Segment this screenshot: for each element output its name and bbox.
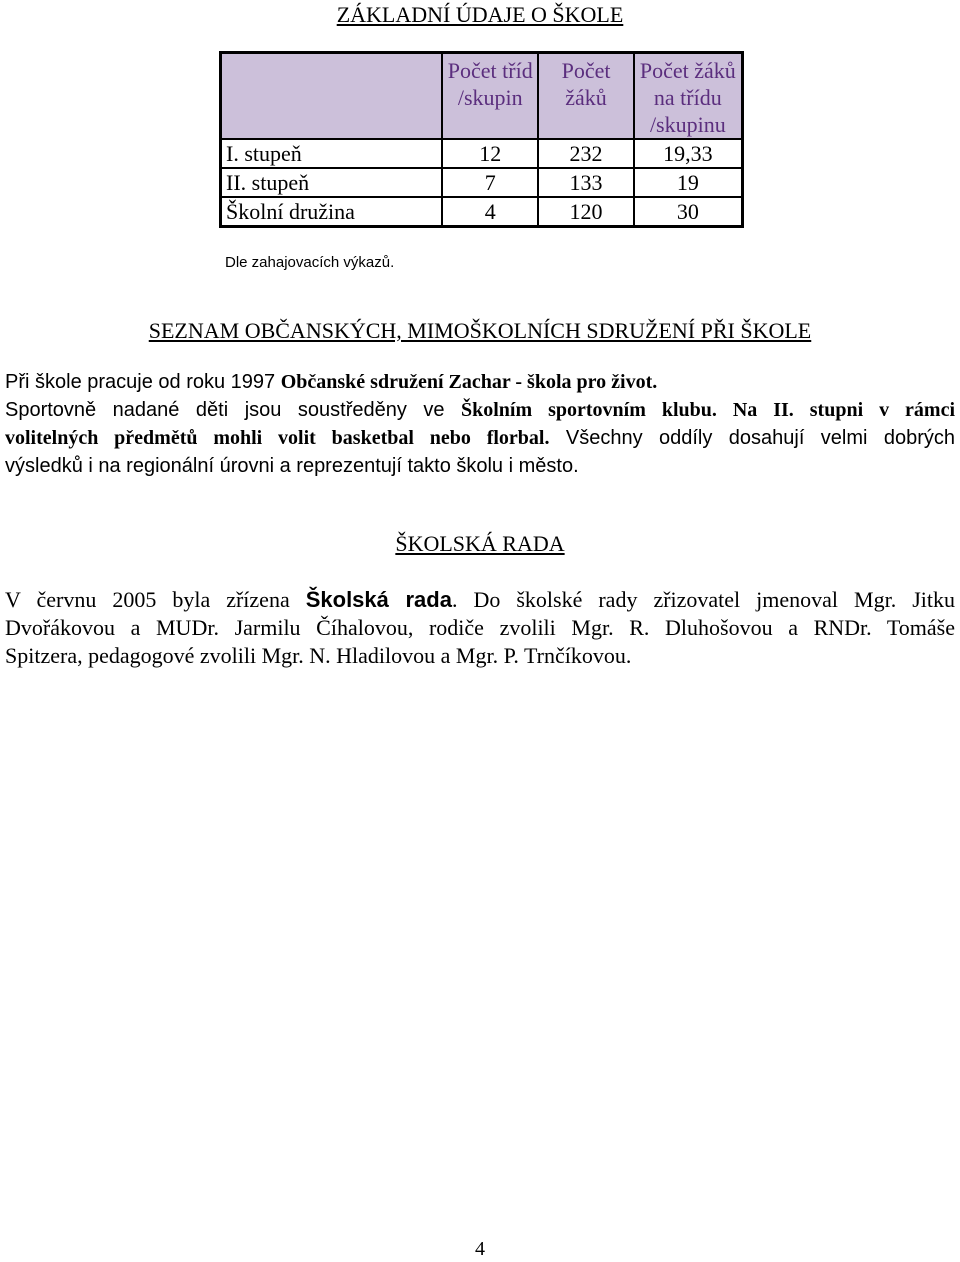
school-stats-table	[219, 51, 744, 228]
row-label: II. stupeň	[221, 168, 443, 197]
table-header-empty	[221, 53, 443, 140]
table-header-per-class: Počet žáků na třídu /skupinu	[634, 53, 743, 140]
cell-per-class: 19,33	[634, 139, 743, 168]
row-label: I. stupeň	[221, 139, 443, 168]
table-row	[221, 197, 743, 227]
council-text: V červnu 2005 byla zřízena	[5, 587, 306, 612]
associations-line-1	[5, 368, 955, 396]
associations-line-3	[5, 424, 955, 452]
cell-pupils: 120	[538, 197, 633, 227]
associations-text: Sportovně nadané děti jsou soustředěny ve	[5, 399, 461, 421]
council-line-1	[5, 586, 955, 614]
section-title-associations: SEZNAM OBČANSKÝCH, MIMOŠKOLNÍCH SDRUŽENÍ PŘI ŠKOLE	[148, 318, 812, 343]
row-label: Školní družina	[221, 197, 443, 227]
elective-subjects-text: volitelných předmětů mohli volit basketbal nebo florbal.	[5, 427, 550, 449]
table-source-note: Dle zahajovacích výkazů.	[225, 254, 395, 271]
associations-line-4: výsledků i na regionální úrovni a reprezentují takto školu i město.	[5, 455, 579, 477]
section-title-basic-data: ZÁKLADNÍ ÚDAJE O ŠKOLE	[336, 2, 624, 27]
table-row	[221, 139, 743, 168]
cell-pupils: 133	[538, 168, 633, 197]
cell-classes: 4	[442, 197, 538, 227]
table-row	[221, 168, 743, 197]
table-header-pupils: Počet žáků	[538, 53, 633, 140]
cell-classes: 7	[442, 168, 538, 197]
cell-per-class: 19	[634, 168, 743, 197]
table-header-row	[221, 53, 743, 140]
page-number: 4	[475, 1238, 485, 1260]
council-text: . Do školské rady zřizovatel jmenoval Mgr. Jitku	[451, 587, 955, 612]
council-line-2: Dvořákovou a MUDr. Jarmilu Číhalovou, rodiče zvolili Mgr. R. Dluhošovou a RNDr. Tomáše	[5, 615, 955, 640]
section-title-school-council: ŠKOLSKÁ RADA	[395, 531, 565, 556]
table-header-classes: Počet tříd /skupin	[442, 53, 538, 140]
associations-text: Všechny oddíly dosahují velmi dobrých	[549, 427, 955, 449]
council-line-3: Spitzera, pedagogové zvolili Mgr. N. Hladilovou a Mgr. P. Trnčíkovou.	[5, 643, 632, 668]
cell-pupils: 232	[538, 139, 633, 168]
council-name: Školská rada	[305, 587, 452, 612]
cell-per-class: 30	[634, 197, 743, 227]
sports-club-name: Školním sportovním klubu. Na II. stupni v rámci	[461, 399, 956, 421]
associations-line-2	[5, 396, 955, 424]
cell-classes: 12	[442, 139, 538, 168]
associations-text: Při škole pracuje od roku 1997	[5, 371, 281, 393]
association-name: Občanské sdružení Zachar - škola pro život.	[280, 371, 658, 393]
